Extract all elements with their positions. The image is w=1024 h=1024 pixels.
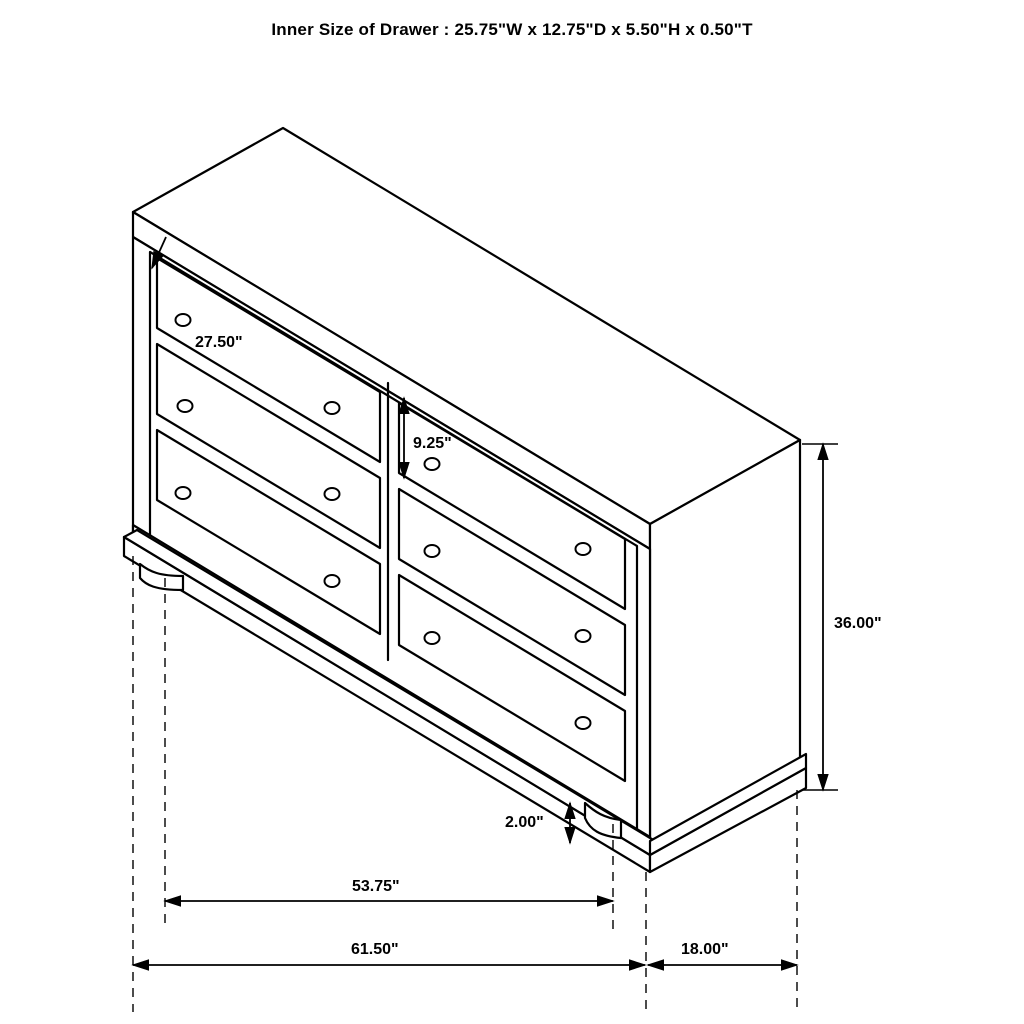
knob [176,487,191,499]
dim-label-drawer-height: 9.25" [413,435,452,452]
page-title: Inner Size of Drawer : 25.75"W x 12.75"D x 5.50"H x 0.50"T [271,20,753,39]
dim-label-base-clearance: 2.00" [505,814,544,831]
knob [576,630,591,642]
dim-label-drawer-width: 27.50" [195,334,243,351]
knob [425,545,440,557]
dim-label-overall-depth: 18.00" [681,941,729,958]
dresser-body [124,128,806,872]
knob [325,575,340,587]
dim-label-overall-width: 61.50" [351,941,399,958]
knob [576,543,591,555]
knob [576,717,591,729]
knob [425,632,440,644]
dim-label-overall-height: 36.00" [834,615,882,632]
knob [325,402,340,414]
knob [176,314,191,326]
knob [325,488,340,500]
knob [178,400,193,412]
knob [425,458,440,470]
dim-label-front-width: 53.75" [352,878,400,895]
